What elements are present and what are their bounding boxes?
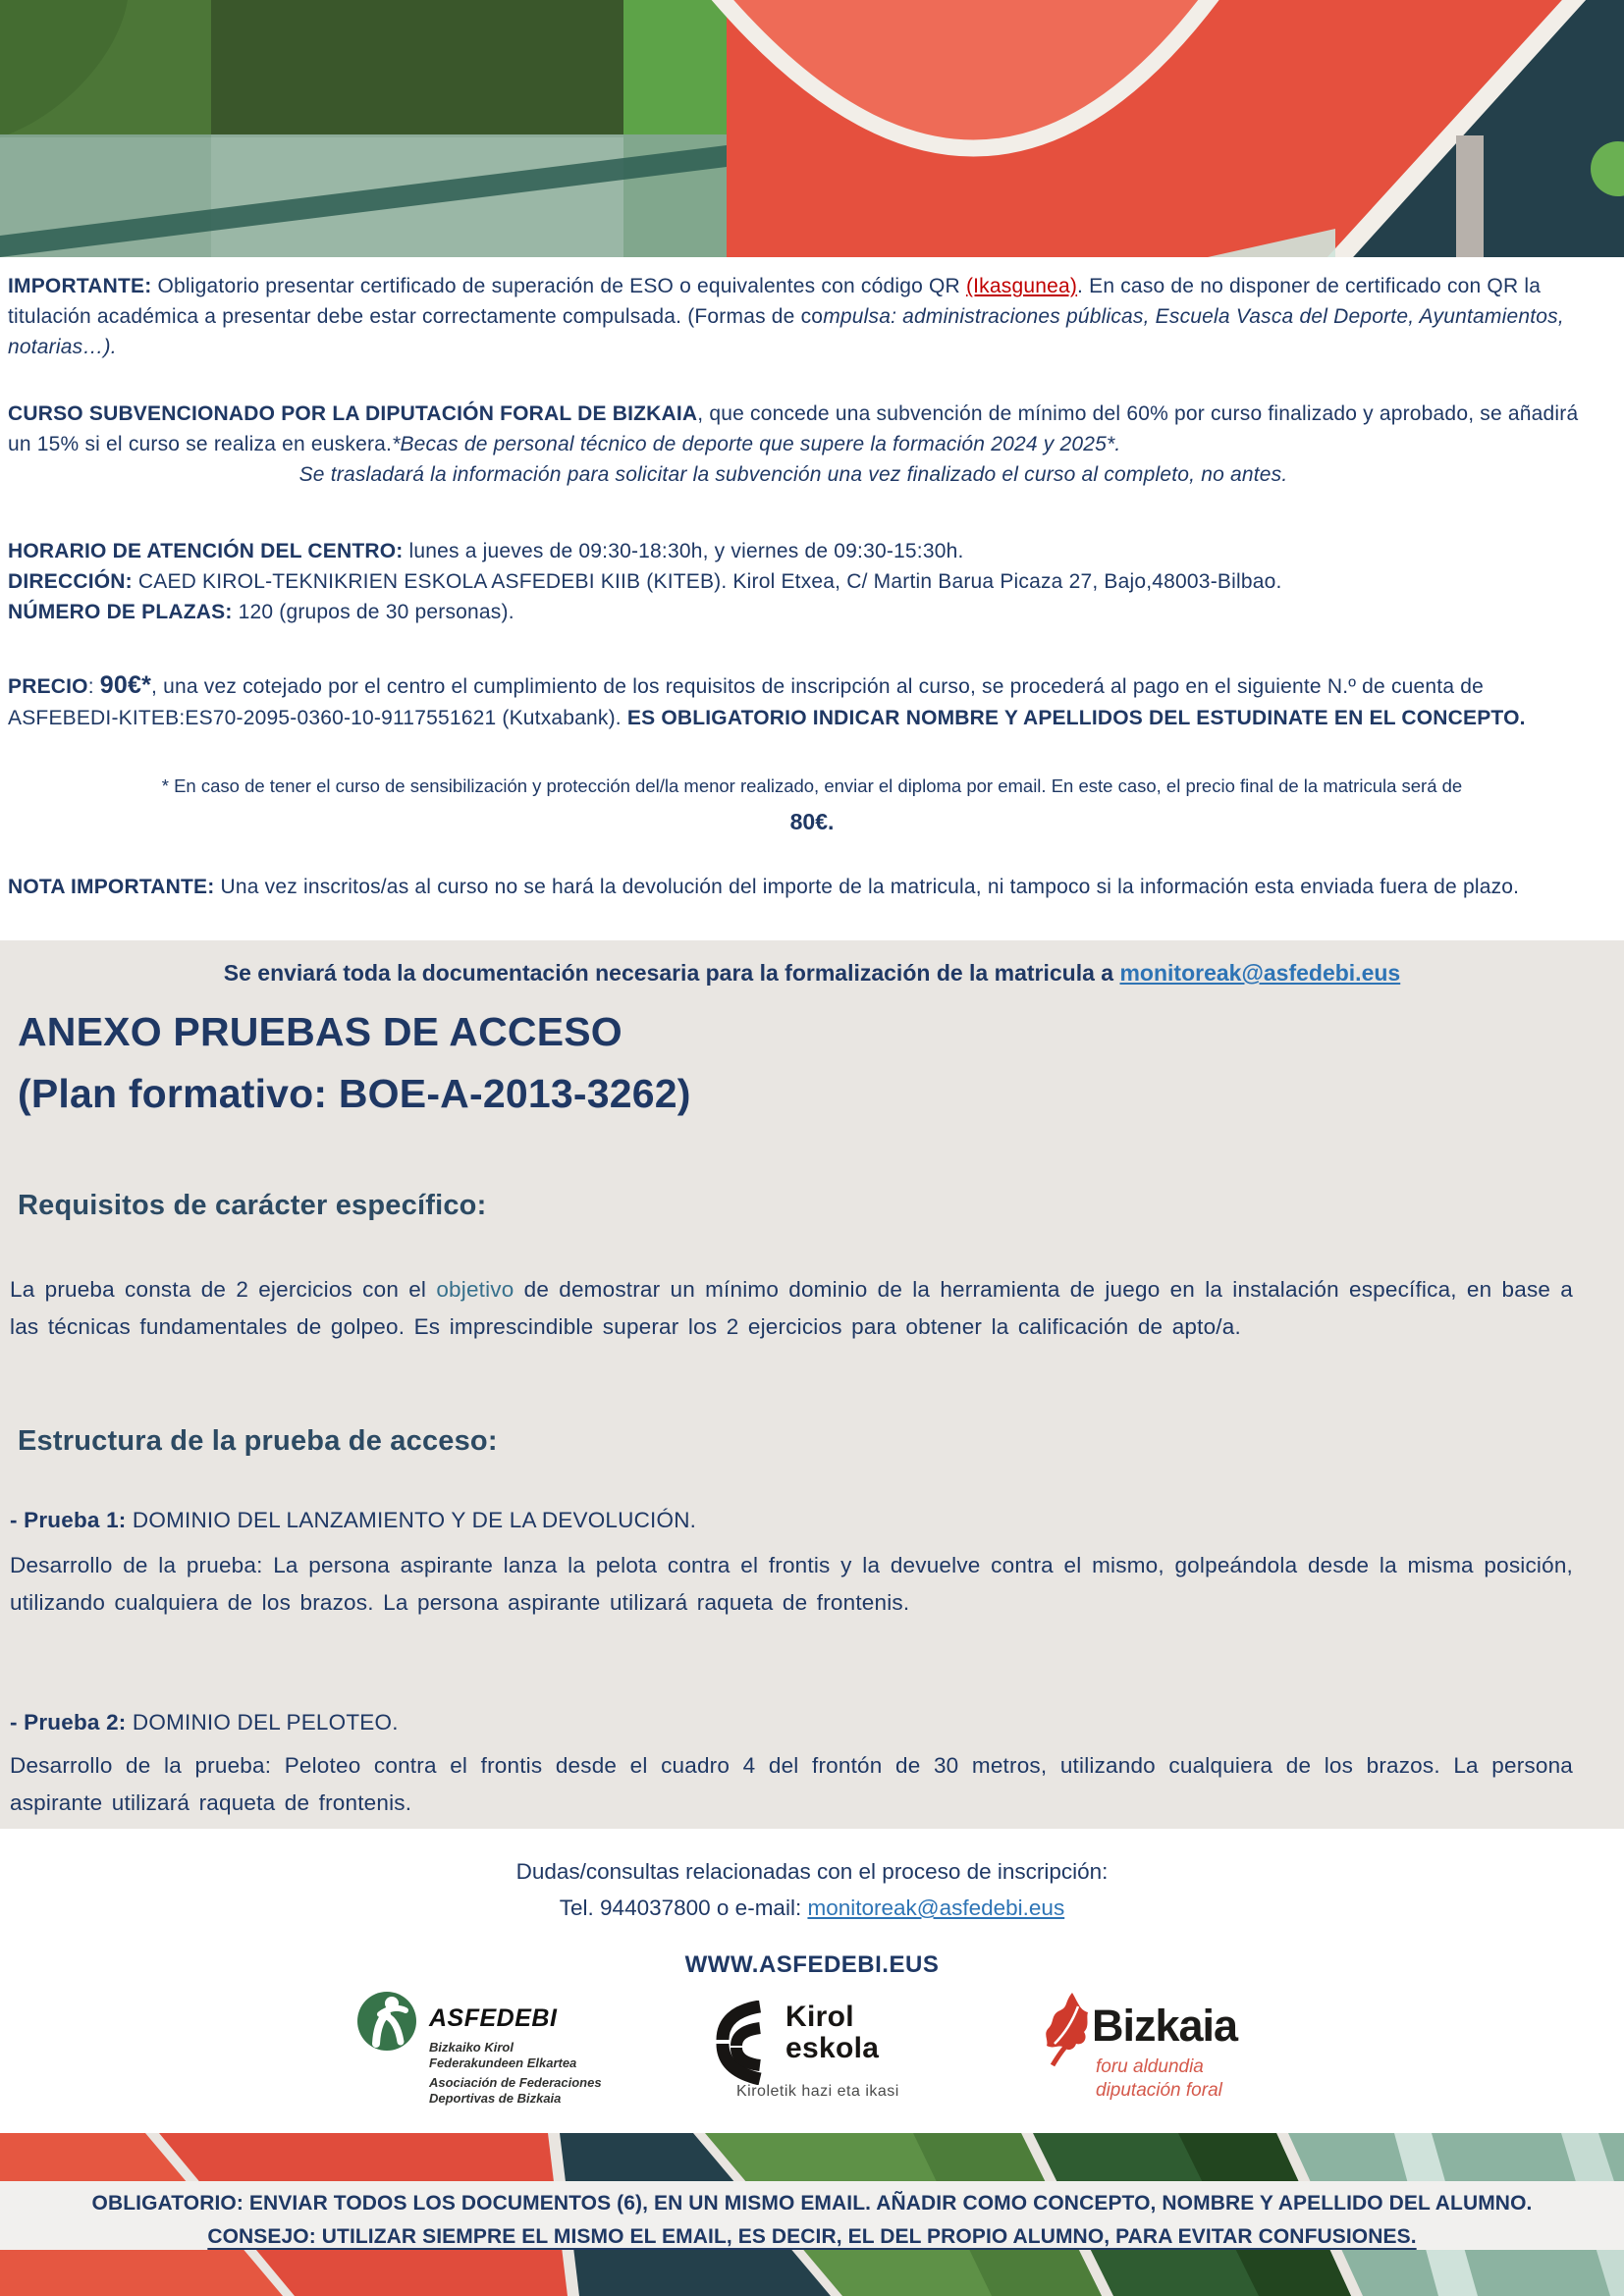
asfedebi-sub1: Bizkaiko Kirol	[429, 2040, 514, 2055]
importante-text: Obligatorio presentar certificado de superación de ESO o equivalentes con código QR	[151, 275, 966, 297]
prueba1-title: DOMINIO DEL LANZAMIENTO Y DE LA DEVOLUCIÓN.	[126, 1508, 697, 1532]
prueba2-title: DOMINIO DEL PELOTEO.	[126, 1710, 399, 1735]
bizkaia-leaf-icon	[1039, 1991, 1094, 2069]
curso-paragraph	[8, 399, 1579, 490]
curso-text: , que concede una subvención de mínimo del 60% por curso finalizado y aprobado, se añadirá un 15% si el curso se realiza en euskera.	[8, 402, 1579, 455]
contact-info-block	[8, 536, 1579, 627]
bizkaia-sub2: diputación foral	[1096, 2080, 1222, 2101]
prueba1-desc: Desarrollo de la prueba: La persona aspirante lanza la pelota contra el frontis y la devuelve contra el mismo, golpeándola desde la misma posición, utilizando cualquiera de los brazos. La persona aspirante utilizará raqueta de frontenis.	[10, 1553, 1573, 1615]
asfedebi-sub3: Asociación de Federaciones	[429, 2075, 602, 2090]
asfedebi-emblem-icon	[356, 1991, 417, 2052]
website-line: WWW.ASFEDEBI.EUS	[684, 1951, 940, 1978]
send-bar-text: Se enviará toda la documentación necesaria para la formalización de la matricula a	[223, 960, 1120, 986]
horario-line	[8, 536, 1579, 566]
kirol-eskola-icon	[699, 2001, 770, 2085]
footer-bar	[0, 2181, 1624, 2250]
precio-colon: :	[87, 675, 100, 698]
footer-line1: OBLIGATORIO: ENVIAR TODOS LOS DOCUMENTOS (6), EN UN MISMO EMAIL. AÑADIR COMO CONCEPTO, NOMBRE Y APELLIDO DEL ALUMNO.	[91, 2192, 1533, 2215]
requisitos-highlight: objetivo	[436, 1277, 514, 1302]
direccion-text: CAED KIROL-TEKNIKRIEN ESKOLA ASFEDEBI KIIB (KITEB). Kirol Etxea, C/ Martin Barua Picaza 27, Bajo,48003-Bilbao.	[132, 570, 1282, 593]
kirol-tagline: Kiroletik hazi eta ikasi	[736, 2083, 899, 2100]
precio-label: PRECIO	[8, 675, 88, 698]
dudas-line2-text: Tel. 944037800 o e-mail:	[559, 1896, 808, 1920]
importante-paragraph	[8, 271, 1579, 362]
curso-label: CURSO SUBVENCIONADO POR LA DIPUTACIÓN FORAL DE BIZKAIA	[8, 402, 698, 425]
bizkaia-sub1: foru aldundia	[1096, 2056, 1204, 2077]
kirol-word1: Kirol	[785, 2001, 854, 2033]
asfedebi-name: ASFEDEBI	[429, 2004, 558, 2032]
dudas-block	[0, 1853, 1624, 1926]
curso-centered-line: Se trasladará la información para solicitar la subvención una vez finalizado el curso al completo, no antes.	[298, 463, 1288, 486]
plazas-line	[8, 597, 1579, 627]
anexo-title-line1: ANEXO PRUEBAS DE ACCESO	[18, 1009, 623, 1054]
precio-amount: 90€*	[99, 671, 152, 699]
requisitos-heading: Requisitos de carácter específico:	[18, 1190, 487, 1221]
nota-label: NOTA IMPORTANTE:	[8, 876, 215, 898]
prueba1-label: - Prueba 1:	[10, 1508, 127, 1532]
direccion-label: DIRECCIÓN:	[8, 570, 133, 593]
plazas-text: 120 (grupos de 30 personas).	[232, 601, 514, 623]
ikasgunea-link[interactable]: (Ikasgunea)	[965, 275, 1078, 297]
requisitos-paragraph	[10, 1271, 1573, 1346]
precio-bold-end: ES OBLIGATORIO INDICAR NOMBRE Y APELLIDOS DEL ESTUDINATE EN EL CONCEPTO.	[626, 707, 1526, 729]
gray-panel	[0, 940, 1624, 1829]
send-bar	[0, 960, 1624, 987]
kirol-word2: eskola	[785, 2032, 880, 2064]
direccion-line	[8, 566, 1579, 597]
curso-italic: *Becas de personal técnico de deporte que supere la formación 2024 y 2025*.	[392, 433, 1121, 455]
send-bar-email-link[interactable]: monitoreak@asfedebi.eus	[1119, 960, 1401, 986]
bizkaia-name: Bizkaia	[1092, 2001, 1238, 2051]
nota-importante-paragraph	[8, 872, 1579, 902]
requisitos-text2: de demostrar un mínimo dominio de la herramienta de juego en la instalación específica, en base a las técnicas fundamentales de golpeo. Es imprescindible superar los 2 ejercicios para obtener la calificación de apto/a.	[10, 1277, 1573, 1339]
nota-text: Una vez inscritos/as al curso no se hará la devolución del importe de la matricula, ni tampoco si la información esta enviada fuera de plazo.	[214, 876, 1520, 898]
header-decorative-art	[0, 0, 1624, 257]
bizkaia-subtitle	[1096, 2056, 1222, 2103]
anexo-title	[18, 1001, 1490, 1125]
asfedebi-sub2: Federakundeen Elkartea	[429, 2056, 577, 2070]
plazas-label: NÚMERO DE PLAZAS:	[8, 601, 233, 623]
precio-note	[157, 768, 1467, 841]
dudas-email-link[interactable]: monitoreak@asfedebi.eus	[807, 1896, 1065, 1920]
precio-note-amount: 80€.	[789, 809, 835, 834]
importante-label: IMPORTANTE:	[8, 275, 152, 297]
asfedebi-sub-spanish	[429, 2075, 602, 2107]
horario-text: lunes a jueves de 09:30-18:30h, y viernes de 09:30-15:30h.	[403, 540, 964, 562]
dudas-line2	[0, 1890, 1624, 1926]
requisitos-text1: La prueba consta de 2 ejercicios con el	[10, 1277, 437, 1302]
kirol-eskola-logo	[677, 1991, 962, 2106]
dudas-line1: Dudas/consultas relacionadas con el proceso de inscripción:	[515, 1859, 1109, 1884]
prueba2-title-line	[10, 1706, 1573, 1739]
prueba2-label: - Prueba 2:	[10, 1710, 127, 1735]
precio-paragraph	[8, 669, 1579, 734]
horario-label: HORARIO DE ATENCIÓN DEL CENTRO:	[8, 540, 404, 562]
precio-text: , una vez cotejado por el centro el cumplimiento de los requisitos de inscripción al curso, se procederá al pago en el siguiente N.º de cuenta de ASFEBEDI-KITEB:ES70-2095-0360-10-9117551621 (Kutxabank).	[8, 675, 1484, 729]
bizkaia-logo	[1001, 1983, 1326, 2106]
estructura-heading: Estructura de la prueba de acceso:	[18, 1425, 498, 1457]
prueba1-title-line	[10, 1504, 1573, 1537]
asfedebi-sub-basque	[429, 2040, 576, 2071]
asfedebi-sub4: Deportivas de Bizkaia	[429, 2091, 562, 2106]
importante-italic: mpulsa: administraciones públicas, Escuela Vasca del Deporte, Ayuntamientos, notarias…).	[8, 305, 1564, 358]
prueba2-desc: Desarrollo de la prueba: Peloteo contra el frontis desde el cuadro 4 del frontón de 30 metros, utilizando cualquiera de los brazos. La persona aspirante utilizará raqueta de frontenis.	[10, 1753, 1573, 1815]
anexo-title-line2: (Plan formativo: BOE-A-2013-3262)	[18, 1071, 691, 1116]
importante-text2: . En caso de no disponer de certificado con QR la titulación académica a presentar debe estar correctamente compulsada. (Formas de co	[8, 275, 1542, 328]
logos-row	[0, 1983, 1624, 2106]
footer-line2: CONSEJO: UTILIZAR SIEMPRE EL MISMO EL EMAIL, ES DECIR, EL DEL PROPIO ALUMNO, PARA EVITAR CONFUSIONES.	[207, 2225, 1417, 2248]
precio-note-text: * En caso de tener el curso de sensibilización y protección del/la menor realizado, enviar el diploma por email. En este caso, el precio final de la matricula será de	[161, 775, 1463, 796]
